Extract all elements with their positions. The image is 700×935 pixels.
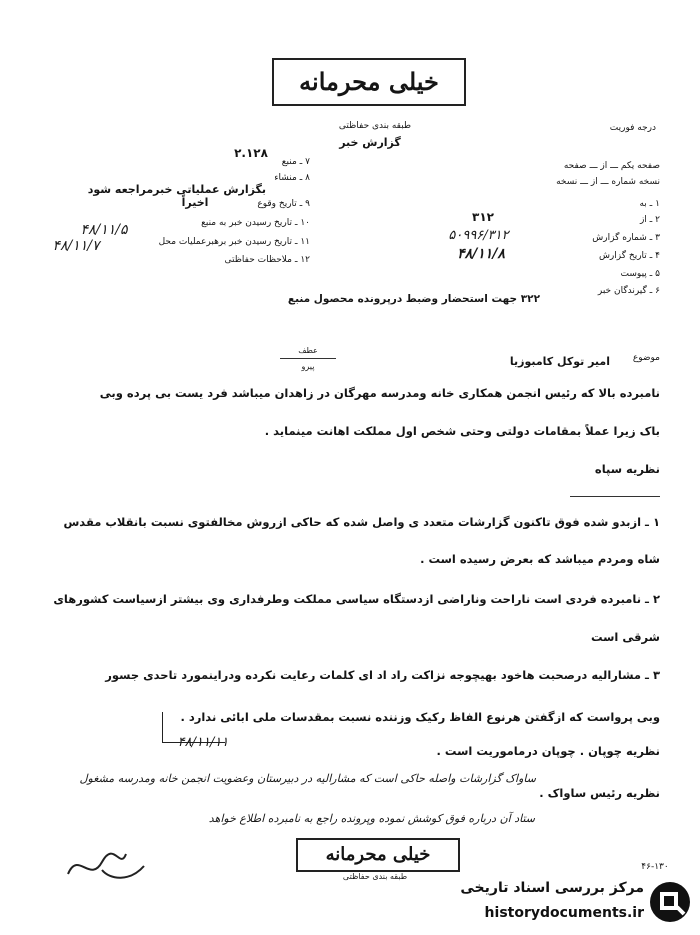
bottom-classification-stamp: خیلی محرمانه bbox=[296, 838, 460, 872]
bottom-classification-subtitle: طبقه بندی حفاظتی bbox=[342, 872, 408, 881]
point-3-line-1: ۳ ـ مشارالیه درصحبت هاخود بهیچوجه نزاکت راد اد ای کلمات رعایت نکرده ودراینمورد تاحدی جسور bbox=[105, 668, 660, 682]
field-to: ۱ ـ به bbox=[639, 199, 660, 209]
field-occurrence-date-value: اخیراً bbox=[181, 196, 209, 209]
priority-label: درجه فوریت bbox=[609, 123, 656, 133]
field-received-by-source-value: ۴۸/۱۱/۵ bbox=[80, 222, 128, 238]
copy-number-row: نسخه شماره ـــ از ـــ نسخه bbox=[556, 177, 660, 187]
field-recipients: ۶ ـ گیرندگان خبر bbox=[597, 286, 660, 296]
field-origin: ۸ ـ منشاء bbox=[274, 173, 310, 183]
atf-label: عطف bbox=[298, 346, 318, 355]
peyro-label: پیرو bbox=[301, 362, 315, 371]
field-report-date: ۴ ـ تاریخ گزارش bbox=[598, 251, 660, 261]
report-title: گزارش خبر bbox=[339, 136, 401, 149]
field-report-number: ۳ ـ شماره گزارش bbox=[592, 233, 660, 243]
signature-icon bbox=[60, 840, 150, 890]
field-received-by-operations: ۱۱ ـ تاریخ رسیدن خبر برهبرعملیات محل bbox=[158, 237, 310, 247]
field-occurrence-date: ۹ ـ تاریخ وقوع bbox=[257, 199, 310, 209]
field-received-by-source: ۱۰ ـ تاریخ رسیدن خبر به منبع bbox=[201, 218, 310, 228]
point-2-line-1: ۲ ـ نامبرده فردی است ناراحت وناراضی ازدستگاه سیاسی مملکت وطرفداری وی بیشتر ازسیاست کشورهای bbox=[53, 592, 660, 606]
paragraph-line-1: نامبرده بالا که رئیس انجمن همکاری خانه ومدرسه مهرگان در زاهدان میباشد فرد یست بی پرده وبی bbox=[99, 386, 660, 400]
watermark-url: historydocuments.ir bbox=[484, 905, 644, 921]
point-2-line-2: شرقی است bbox=[590, 630, 660, 644]
top-classification-stamp: خیلی محرمانه bbox=[272, 58, 466, 106]
point-1-line-1: ۱ ـ ازبدو شده فوق تاکنون گزارشات متعدد ی واصل شده که حاکی ازروش مخالفتوی نسبت بانقلاب مقدس bbox=[63, 515, 660, 529]
watermark-logo-icon bbox=[648, 880, 692, 924]
field-from: ۲ ـ از bbox=[639, 215, 660, 225]
field-attachment: ۵ ـ پیوست bbox=[620, 269, 660, 279]
subject-value: امیر توکل کامبوزیا bbox=[509, 355, 610, 368]
handwritten-date: ۴۸/۱۱/۱۱ bbox=[177, 735, 229, 750]
field-security-notes: ۱۲ ـ ملاحظات حفاظتی bbox=[224, 255, 310, 265]
paragraph-line-2: باک زیرا عملاً بمقامات دولتی وحتی شخص اول مملکت اهانت مینماید . bbox=[264, 424, 660, 438]
field-report-number-value: ۵۰۹۹۶/۳۱۲ bbox=[448, 228, 509, 243]
watermark-title: مرکز بررسی اسناد تاریخی bbox=[460, 880, 644, 896]
form-code: ۴۶-۱۳۰ bbox=[641, 862, 669, 872]
field-report-date-value: ۴۸/۱۱/۸ bbox=[457, 246, 505, 262]
field-recipients-value: ۳۲۲ جهت استحضار وضبط درپرونده محصول منبع bbox=[287, 293, 540, 305]
field-source-value: ۲.۱۲۸ bbox=[234, 146, 268, 160]
field-source: ۷ ـ منبع bbox=[281, 157, 310, 167]
classification-subtitle: طبقه بندی حفاظتی bbox=[338, 121, 412, 131]
heading-underline bbox=[570, 496, 660, 497]
field-from-value: ۳۱۲ bbox=[472, 210, 494, 224]
shepherd-opinion: نظریه چوپان . چوپان درماموریت است . bbox=[436, 744, 660, 758]
point-1-line-2: شاه ومردم میباشد که بعرض رسیده است . bbox=[420, 552, 660, 566]
field-received-by-operations-value: ۴۸/۱۱/۷ bbox=[52, 238, 100, 254]
point-3-line-2: وبی پرواست که ازگفتن هرنوع الفاظ رکیک وزننده نسبت بمقدسات ملی ابائی ندارد . bbox=[180, 710, 660, 724]
savak-chief-opinion: نظریه رئیس ساواک . bbox=[539, 786, 660, 800]
handwritten-note-line-1: ساواک گزارشات واصله حاکی است که مشارالیه در دبیرستان وعضویت انجمن خانه ومدرسه مشغول bbox=[79, 772, 536, 785]
army-opinion-heading: نظریه سپاه bbox=[594, 462, 660, 476]
page-number-row: صفحه یکم ـــ از ـــ صفحه bbox=[563, 161, 660, 171]
atf-divider bbox=[280, 358, 336, 359]
subject-label: موضوع bbox=[632, 353, 660, 363]
handwritten-note-line-2: ستاد آن درباره فوق کوشش نموده وپرونده راجع به نامبرده اطلاع خواهد bbox=[208, 812, 535, 825]
field-origin-value: بگزارش عملیاتی خبرمراجعه شود bbox=[87, 183, 266, 196]
